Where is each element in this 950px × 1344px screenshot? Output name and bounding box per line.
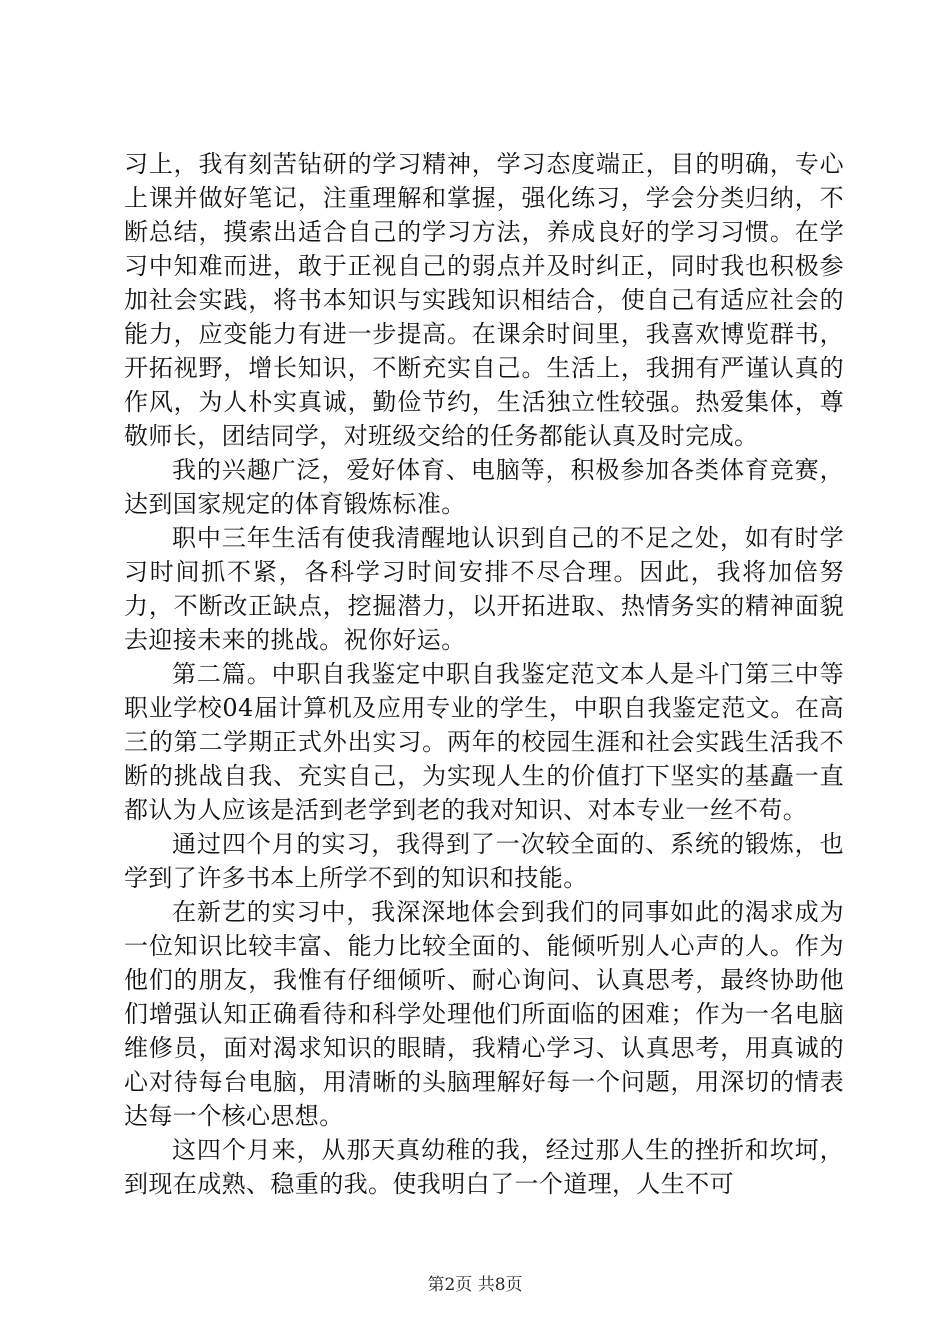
paragraph-4: 第二篇。中职自我鉴定中职自我鉴定范文本人是斗门第三中等职业学校04届计算机及应用专业的学生，中职自我鉴定范文。在高三的第二学期正式外出实习。两年的校园生涯和社会实践生活我不断的挑战自我、充实自己，为实现人生的价值打下坚实的基矗一直都认为人应该是活到老学到老的我对知识、对本专业一丝不苟。 [124, 660, 844, 824]
document-body [124, 147, 844, 1201]
paragraph-3: 职中三年生活有使我清醒地认识到自己的不足之处，如有时学习时间抓不紧，各科学习时间安排不尽合理。因此，我将加倍努力，不断改正缺点，挖掘潜力，以开拓进取、热情务实的精神面貌去迎接未来的挑战。祝你好运。 [124, 524, 844, 654]
page-footer: 第2页 共8页 [427, 1275, 523, 1295]
paragraph-2: 我的兴趣广泛，爱好体育、电脑等，积极参加各类体育竞赛，达到国家规定的体育锻炼标准。 [124, 456, 844, 518]
paragraph-6: 在新艺的实习中，我深深地体会到我们的同事如此的渴求成为一位知识比较丰富、能力比较全面的、能倾听别人心声的人。作为他们的朋友，我惟有仔细倾听、耐心询问、认真思考，最终协助他们增强认知正确看待和科学处理他们所面临的困难；作为一名电脑维修员，面对渴求知识的眼睛，我精心学习、认真思考，用真诚的心对待每台电脑，用清晰的头脑理解好每一个问题，用深切的情表达每一个核心思想。 [124, 898, 844, 1130]
paragraph-7: 这四个月来，从那天真幼稚的我，经过那人生的挫折和坎坷，到现在成熟、稳重的我。使我明白了一个道理，人生不可 [124, 1136, 844, 1198]
paragraph-5: 通过四个月的实习，我得到了一次较全面的、系统的锻炼，也学到了许多书本上所学不到的知识和技能。 [124, 830, 844, 892]
paragraph-1: 习上，我有刻苦钻研的学习精神，学习态度端正，目的明确，专心上课并做好笔记，注重理解和掌握，强化练习，学会分类归纳，不断总结，摸索出适合自己的学习方法，养成良好的学习习惯。在学习中知难而进，敢于正视自己的弱点并及时纠正，同时我也积极参加社会实践，将书本知识与实践知识相结合，使自己有适应社会的能力，应变能力有进一步提高。在课余时间里，我喜欢博览群书，开拓视野，增长知识，不断充实自己。生活上，我拥有严谨认真的作风，为人朴实真诚，勤俭节约，生活独立性较强。热爱集体，尊敬师长，团结同学，对班级交给的任务都能认真及时完成。 [124, 150, 844, 450]
